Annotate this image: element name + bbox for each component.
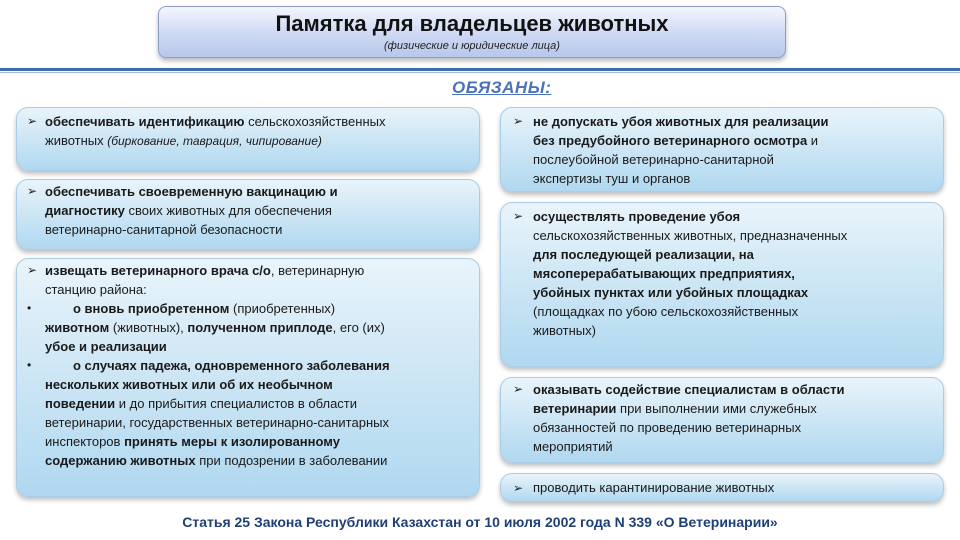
duty-line: содержанию животных при подозрении в заболевании — [45, 453, 388, 468]
header-divider — [0, 68, 960, 71]
duty-line: ветеринарии при выполнении ими служебных — [533, 401, 817, 416]
duty-line: обеспечивать идентификацию сельскохозяйственных — [45, 114, 386, 129]
duty-line: убойных пунктах или убойных площадках — [533, 285, 809, 300]
arrow-bullet-icon: ➢ — [27, 263, 38, 277]
duty-line: сельскохозяйственных животных, предназначенных — [533, 228, 848, 243]
duty-line: инспекторов принять меры к изолированному — [45, 434, 340, 449]
duty-line: извещать ветеринарного врача с/о, ветеринарную — [45, 263, 365, 278]
duty-line: животных (биркование, таврация, чипирование) — [45, 133, 322, 148]
duty-line: ветеринарии, государственных ветеринарно-санитарных — [45, 415, 389, 430]
bullet-dot-icon: • — [27, 358, 32, 372]
duty-line: обеспечивать своевременную вакцинацию и — [45, 184, 338, 199]
duty-line: животных) — [533, 323, 596, 338]
duty-box-quarantine — [500, 473, 944, 502]
duty-line: мясоперерабатывающих предприятиях, — [533, 266, 795, 281]
duty-line: животном (животных), полученном приплоде, его (их) — [45, 320, 385, 335]
duty-line: проводить карантинирование животных — [533, 480, 775, 495]
duty-line: диагностику своих животных для обеспечения — [45, 203, 332, 218]
arrow-bullet-icon: ➢ — [27, 114, 38, 128]
duty-box-slaughter-control — [500, 107, 944, 192]
duty-line: о случаях падежа, одновременного заболевания — [73, 358, 390, 373]
duty-line: экспертизы туш и органов — [533, 171, 691, 186]
page-title: Памятка для владельцев животных — [275, 11, 669, 36]
duty-line: послеубойной ветеринарно-санитарной — [533, 152, 774, 167]
header-divider-thin — [0, 72, 960, 73]
duty-box-slaughter-place — [500, 202, 944, 367]
duty-line: убое и реализации — [45, 339, 167, 354]
duty-line: не допускать убоя животных для реализации — [533, 114, 829, 129]
duty-line: ветеринарно-санитарной безопасности — [45, 222, 283, 237]
arrow-bullet-icon: ➢ — [513, 481, 524, 495]
arrow-bullet-icon: ➢ — [513, 209, 524, 223]
duty-line: осуществлять проведение убоя — [533, 209, 741, 224]
duty-line: обязанностей по проведению ветеринарных — [533, 420, 802, 435]
duty-box-vaccination — [16, 179, 480, 250]
duty-line: без предубойного ветеринарного осмотра и — [533, 133, 819, 148]
duty-box-assist — [500, 377, 944, 463]
section-label: ОБЯЗАНЫ: — [452, 78, 552, 97]
duty-line: (площадках по убою сельскохозяйственных — [533, 304, 799, 319]
duty-line: станцию района: — [45, 282, 147, 297]
bullet-dot-icon: • — [27, 301, 32, 315]
duty-line: оказывать содействие специалистам в области — [533, 382, 845, 397]
arrow-bullet-icon: ➢ — [27, 184, 38, 198]
duty-line: поведении и до прибытия специалистов в области — [45, 396, 358, 411]
arrow-bullet-icon: ➢ — [513, 114, 524, 128]
duty-line: для последующей реализации, на — [533, 247, 754, 262]
page-subtitle: (физические и юридические лица) — [384, 40, 560, 52]
duty-line: о вновь приобретенном (приобретенных) — [73, 301, 336, 316]
duty-line: нескольких животных или об их необычном — [45, 377, 333, 392]
duty-box-identification — [16, 107, 480, 171]
title-box — [158, 6, 786, 58]
arrow-bullet-icon: ➢ — [513, 382, 524, 396]
duty-line: мероприятий — [533, 439, 613, 454]
law-reference: Статья 25 Закона Республики Казахстан от 10 июля 2002 года N 339 «О Ветеринарии» — [182, 514, 778, 530]
duty-box-notify-vet — [16, 258, 480, 497]
